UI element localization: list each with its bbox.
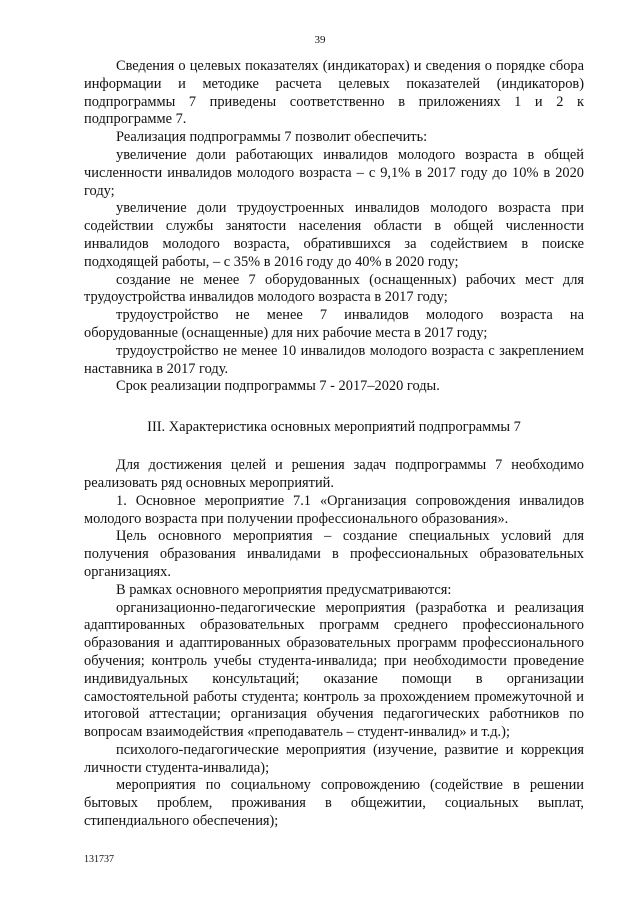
paragraph-indicators-info: Сведения о целевых показателях (индикаторах) и сведения о порядке сбора информации и методике расчета целевых показателей (индикаторов) подпрограммы 7 приведены соответственно в приложениях 1 и 2 к подпрограмме 7. (84, 58, 584, 128)
paragraph-employed-share: увеличение доли трудоустроенных инвалидов молодого возраста при содействии службы занятости населения области в общей численности инвалидов молодого возраста, обратившихся за содействием в поиске подходящей работы, – с 35% в 2016 году до 40% в 2020 году; (84, 200, 584, 270)
paragraph-organizational-pedagogical: организационно-педагогические мероприятия (разработка и реализация адаптированных образовательных программ среднего профессионального образования и адаптированных образовательных программ профессионального обучения; контроль учебы студента-инвалида; при необходимости проведение индивидуальных консультаций; оказание помощи в организации самостоятельной работы студента; контроль за прохождением промежуточной и итоговой аттестации; организация обучения педагогических работников по вопросам взаимодействия «преподаватель – студент-инвалид» и т.д.); (84, 599, 584, 741)
paragraph-measure-7-1: 1. Основное мероприятие 7.1 «Организация сопровождения инвалидов молодого возраста при получении профессионального образования». (84, 492, 584, 527)
paragraph-implementation-intro: Реализация подпрограммы 7 позволит обеспечить: (116, 129, 428, 146)
paragraph-measure-goal: Цель основного мероприятия – создание специальных условий для получения образования инвалидами в профессиональных образовательных организациях. (84, 528, 584, 580)
paragraph-employment-mentor: трудоустройство не менее 10 инвалидов молодого возраста с закреплением наставника в 2017 году. (84, 342, 584, 377)
footer-document-code: 131737 (84, 854, 114, 865)
paragraph-implementation-period: Срок реализации подпрограммы 7 - 2017–2020 годы. (116, 378, 440, 395)
paragraph-goals-intro: Для достижения целей и решения задач подпрограммы 7 необходимо реализовать ряд основных мероприятий. (84, 457, 584, 491)
paragraph-working-share: увеличение доли работающих инвалидов молодого возраста в общей численности инвалидов молодого возраста – с 9,1% в 2017 году до 10% в 2020 году; (84, 146, 584, 199)
paragraph-psychological-pedagogical: психолого-педагогические мероприятия (изучение, развитие и коррекция личности студента-инвалида); (84, 741, 584, 776)
paragraph-workplaces-created: создание не менее 7 оборудованных (оснащенных) рабочих мест для трудоустройства инвалидов молодого возраста в 2017 году; (84, 271, 584, 306)
document-body (84, 58, 584, 831)
paragraph-measure-provisions: В рамках основного мероприятия предусматриваются: (116, 581, 452, 598)
paragraph-employment-equipped: трудоустройство не менее 7 инвалидов молодого возраста на оборудованные (оснащенные) для них рабочие места в 2017 году; (84, 307, 584, 341)
page-number: 39 (314, 34, 326, 46)
section-heading: III. Характеристика основных мероприятий подпрограммы 7 (147, 419, 521, 436)
paragraph-social-support: мероприятия по социальному сопровождению (содействие в решении бытовых проблем, проживания в общежитии, социальных выплат, стипендиального обеспечения); (84, 777, 584, 830)
